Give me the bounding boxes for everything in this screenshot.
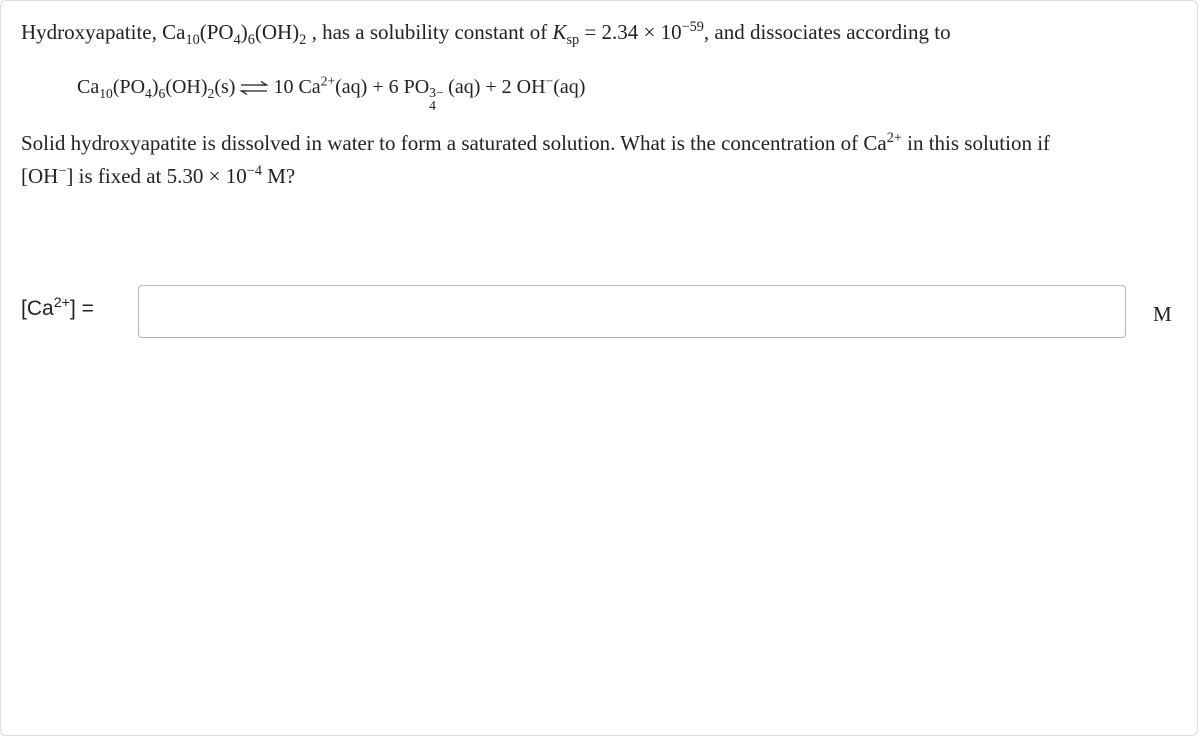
product-po4-state: (aq) + 2 OH (448, 76, 546, 98)
product-po4-sub: 4 (429, 98, 436, 114)
reactant-state: (s) (214, 76, 236, 98)
formula-oh-count: 2 (299, 31, 307, 48)
product-oh-charge: − (545, 73, 554, 89)
answer-label (21, 297, 94, 321)
formula-po4: (PO (199, 20, 234, 44)
ksp-symbol: K (552, 20, 567, 44)
answer-input[interactable] (138, 285, 1126, 338)
prompt-line2-exponent: −4 (246, 163, 262, 180)
intro-after-ksp: , and dissociates according to (703, 20, 951, 44)
formula-ca: Ca (162, 20, 186, 44)
reactant-oh: (OH) (165, 76, 208, 98)
answer-label-charge: 2+ (53, 295, 70, 312)
equilibrium-arrow-icon (239, 81, 269, 95)
product-ca: 10 Ca (273, 76, 321, 98)
question-intro (21, 19, 951, 48)
intro-after-formula: , has a solubility constant of (306, 20, 553, 44)
reactant-po4: (PO (112, 76, 146, 98)
prompt-line2-open: [OH (21, 164, 59, 188)
product-ca-charge: 2+ (320, 73, 336, 89)
ksp-value: = 2.34 × 10 (579, 20, 682, 44)
product-po4-charge: 3− (429, 84, 444, 100)
answer-label-open: [Ca (21, 297, 54, 320)
formula-po4-sub: 4 (233, 31, 241, 48)
prompt-line2-charge: − (58, 163, 67, 180)
reactant-po4-count: 6 (158, 85, 166, 101)
prompt-line1-text: Solid hydroxyapatite is dissolved in water to form a saturated solution. What is the concentration of Ca (21, 131, 887, 155)
formula-po4-close: ) (240, 20, 248, 44)
ksp-sub: sp (566, 31, 580, 48)
reactant-po4-close: ) (151, 76, 159, 98)
prompt-line1-end: in this solution if (901, 131, 1051, 155)
reactant-po4-sub: 4 (145, 85, 152, 101)
intro-name: Hydroxyapatite, (21, 20, 163, 44)
formula-oh: (OH) (254, 20, 300, 44)
product-oh-state: (aq) (553, 76, 586, 98)
formula-po4-count: 6 (247, 31, 255, 48)
answer-unit: M (1153, 302, 1172, 326)
formula-ca-sub: 10 (185, 31, 200, 48)
reaction-equation (77, 73, 586, 114)
reactant-ca: Ca (77, 76, 100, 98)
prompt-line1-charge: 2+ (886, 130, 902, 147)
prompt-line2-end: M? (261, 164, 296, 188)
product-ca-state: (aq) + 6 PO (335, 76, 430, 98)
ksp-exponent: −59 (681, 19, 704, 36)
answer-label-close: ] = (69, 297, 94, 320)
reactant-ca-sub: 10 (99, 85, 113, 101)
reactant-oh-count: 2 (207, 85, 215, 101)
question-prompt-line-1 (21, 130, 1051, 155)
question-prompt-line-2 (21, 163, 296, 188)
prompt-line2-value: ] is fixed at 5.30 × 10 (66, 164, 247, 188)
